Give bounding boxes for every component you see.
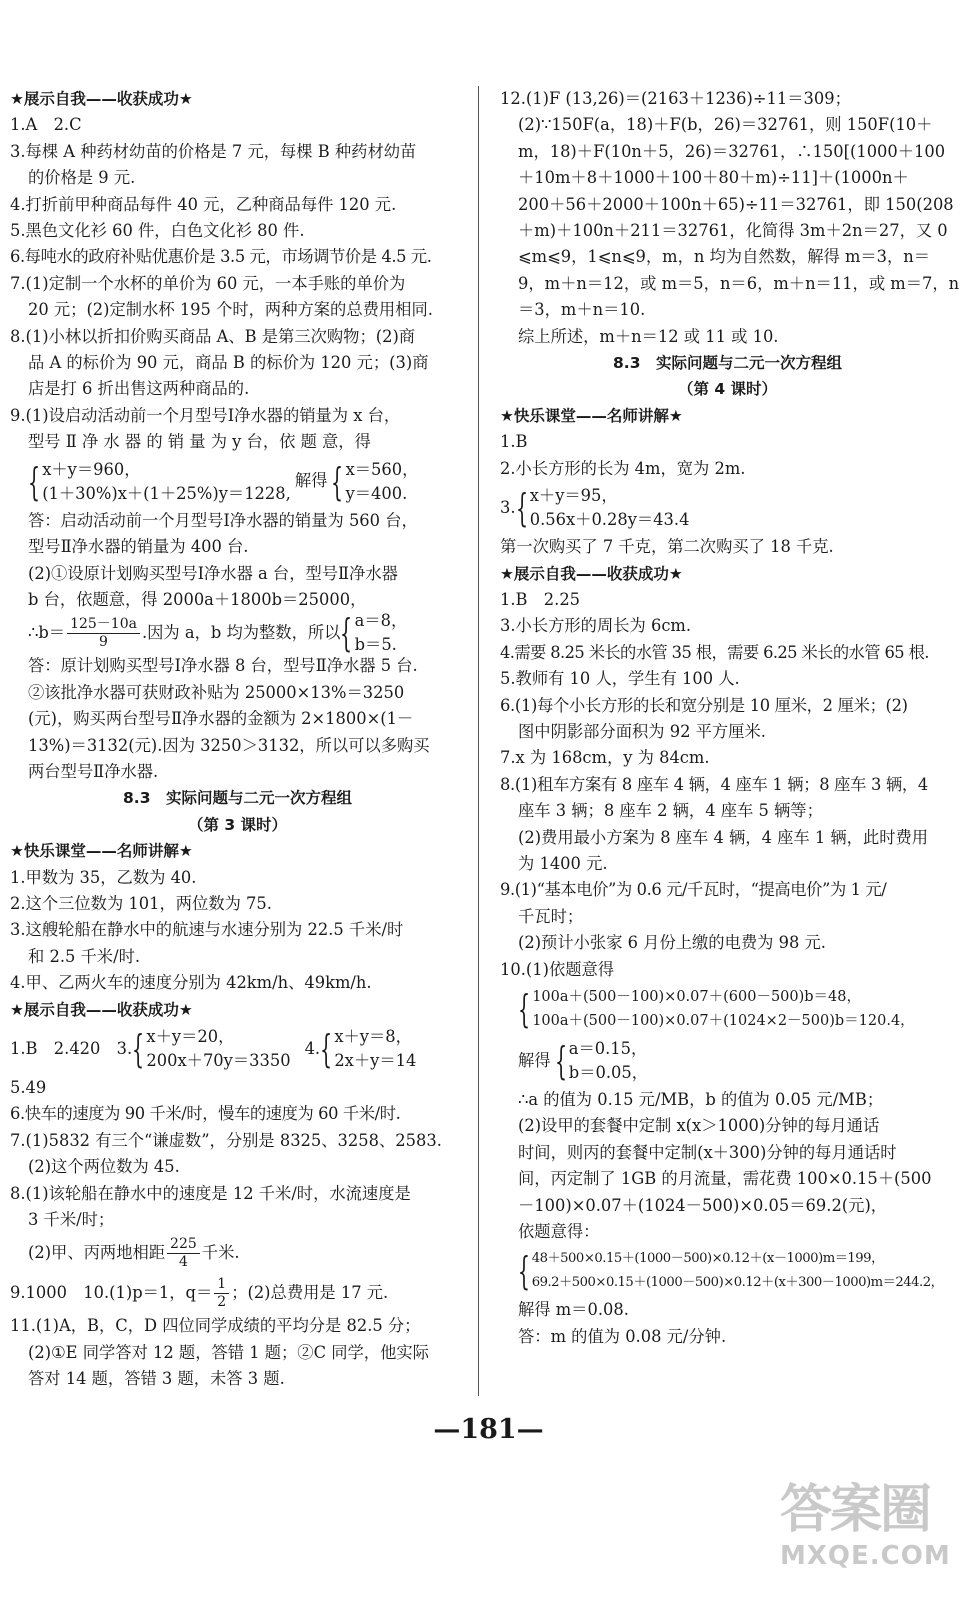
- answer-line: 两台型号Ⅱ净水器.: [28, 761, 159, 781]
- equation-row: 100a＋(500－100)×0.07＋(1024×2－500)b＝120.4，: [532, 1013, 915, 1029]
- answer-line: 解得 m＝0.08.: [518, 1300, 629, 1320]
- solution-row: a＝8，: [354, 611, 408, 631]
- answer-line: 8.(1)租车方案有 8 座车 4 辆，4 座车 1 辆；8 座车 3 辆，4: [500, 774, 928, 794]
- equation-row: 0.56x＋0.28y＝43.4: [529, 510, 690, 530]
- answer-line: (2)∵150F(a，18)＋F(b，26)＝32761，则 150F(10＋: [518, 115, 933, 135]
- watermark-logo: [780, 1478, 960, 1588]
- solution-system: { x＝560， y＝400.: [331, 459, 419, 504]
- answer-line: 13%)＝3132(元).因为 3250＞3132，所以可以多购买: [28, 735, 430, 755]
- solve-label: 解得: [518, 1050, 551, 1070]
- answer-line: 综上所述，m＋n＝12 或 11 或 10.: [518, 326, 779, 346]
- answer-line: 答：m 的值为 0.08 元/分钟.: [518, 1326, 727, 1346]
- equation-system: { x＋y＝20， 200x＋70y＝3350: [132, 1027, 291, 1071]
- answer-line: 9.(1)“基本电价”为 0.6 元/千瓦时，“提高电价”为 1 元/: [500, 880, 887, 900]
- solution-system: { a＝0.15， b＝0.05，: [554, 1039, 649, 1083]
- answer-line: 时间，则丙的套餐中定制(x＋300)分钟的每月通话时: [518, 1142, 897, 1162]
- answer-line: 3.每棵 A 种药材幼苗的价格是 7 元，每棵 B 种药材幼苗: [10, 141, 417, 161]
- answer-line: 7.(1)定制一个水杯的单价为 60 元，一本手账的单价为: [10, 273, 406, 293]
- solution-system: { a＝8， b＝5.: [340, 611, 408, 656]
- text: 3.: [500, 497, 516, 517]
- answer-line: (2)①E 同学答对 12 题，答错 1 题；②C 同学，他实际: [28, 1342, 429, 1362]
- answer-line: 3 千米/时；: [28, 1210, 115, 1230]
- numerator: 1: [214, 1276, 229, 1294]
- answer-line: 依题意得：: [518, 1222, 600, 1242]
- answer-line: 3.小长方形的周长为 6cm.: [500, 616, 692, 636]
- answer-line: 12.(1)F (13,26)＝(2163＋1236)÷11＝309；: [500, 89, 851, 108]
- answer-line: ＋10m＋8＋1000＋100＋80＋m)÷11]＋(1000n＋: [518, 168, 909, 188]
- solve-label: 解得: [294, 471, 328, 491]
- answer-line: 座车 3 辆；8 座车 2 辆，4 座车 5 辆等；: [518, 801, 823, 821]
- fraction-line: [10, 1233, 465, 1273]
- text: .因为 a，b 均为整数，所以: [141, 623, 341, 643]
- section-heading: ★展示自我——收获成功★: [500, 564, 683, 583]
- answer-line: 3.这艘轮船在静水中的航速与水速分别为 22.5 千米/时: [10, 920, 404, 940]
- equation-system-block: [500, 482, 955, 534]
- answer-line: 第一次购买了 7 千克，第二次购买了 18 千克.: [500, 537, 834, 557]
- solution-row: b＝5.: [354, 635, 397, 655]
- answer-line: 1.B: [500, 432, 528, 452]
- denominator: 9: [99, 633, 108, 650]
- answer-line: 型号 Ⅱ 净 水 器 的 销 量 为 y 台，依 题 意，得: [28, 432, 371, 452]
- answer-line: 店是打 6 折出售这两种商品的.: [28, 379, 250, 399]
- answer-line: 1.B 2.25: [500, 589, 581, 609]
- answer-line: 7.x 为 168cm，y 为 84cm.: [500, 748, 710, 768]
- numerator: 125－10a: [67, 616, 140, 634]
- numerator: 225: [167, 1236, 200, 1254]
- answer-line: ＝3，m＋n＝10.: [518, 300, 646, 320]
- answer-line: 9，m＋n＝12，或 m＝5，n＝6，m＋n＝11，或 m＝7，n: [518, 273, 960, 293]
- text: 1.B 2.420 3.: [10, 1038, 133, 1058]
- equation-row: x＋y＝20，: [146, 1027, 235, 1046]
- right-column: [500, 86, 960, 1350]
- equation-row: (1＋30%)x＋(1＋25%)y＝1228,: [42, 483, 291, 503]
- answer-line: ∴a 的值为 0.15 元/MB，b 的值为 0.05 元/MB；: [518, 1090, 884, 1109]
- answer-line: 千瓦时；: [518, 906, 584, 926]
- section-heading: ★快乐课堂——名师讲解★: [500, 406, 683, 425]
- answer-line: 9.(1)设启动活动前一个月型号Ⅰ净水器的销量为 x 台，: [10, 405, 401, 425]
- answer-line: 6.(1)每个小长方形的长和宽分别是 10 厘米，2 厘米；(2): [500, 695, 908, 715]
- answer-line: 5.教师有 10 人，学生有 100 人.: [500, 669, 740, 689]
- equation-system-block: [10, 1023, 465, 1075]
- answer-line: 11.(1)A，B，C，D 四位同学成绩的平均分是 82.5 分；: [10, 1316, 421, 1336]
- equation-row: 48＋500×0.15＋(1000－500)×0.12＋(x－1000)m＝199，: [531, 1251, 884, 1267]
- answer-line: m，18)＋F(10n＋5，26)＝32761，∴150[(1000＋100: [518, 141, 946, 161]
- lesson-subtitle: （第 4 课时）: [677, 380, 778, 399]
- equation-row: 69.2＋500×0.15＋(1000－500)×0.12＋(x＋300－1000)m＝244.2，: [531, 1275, 944, 1291]
- solution-row: x＝560，: [345, 459, 419, 479]
- equation-system: { x＋y＝95， 0.56x＋0.28y＝43.4: [515, 486, 690, 531]
- equation-row: x＋y＝8，: [334, 1027, 412, 1046]
- answer-line: 的价格是 9 元.: [28, 168, 136, 188]
- answer-line: 8.(1)该轮船在静水中的速度是 12 千米/时，水流速度是: [10, 1183, 411, 1203]
- answer-line: 4.需要 8.25 米长的水管 35 根，需要 6.25 米长的水管 65 根.: [500, 642, 929, 662]
- equation-system-block: [10, 456, 465, 508]
- equation-system-block: [500, 1245, 955, 1297]
- denominator: 2: [217, 1293, 227, 1310]
- section-title: 8.3 实际问题与二元一次方程组: [123, 789, 352, 808]
- column-divider: [478, 86, 479, 1396]
- text: 4.: [304, 1038, 321, 1058]
- fraction: [214, 1276, 229, 1311]
- fraction-line: [10, 611, 465, 656]
- answer-line: 20 元；(2)定制水杯 195 个时，两种方案的总费用相同.: [28, 300, 433, 320]
- answer-line: (元)，购买两台型号Ⅱ净水器的金额为 2×1800×(1－: [28, 709, 414, 729]
- watermark-url: MXQE.COM: [780, 1541, 951, 1571]
- fraction: [167, 1236, 200, 1271]
- answer-line: 间，丙定制了 1GB 的月流量，需花费 100×0.15＋(500: [518, 1169, 932, 1189]
- answer-line: ＋m)＋100n＋211＝32761，化简得 3m＋2n＝27，又 0: [518, 221, 948, 241]
- answer-line: ②该批净水器可获财政补贴为 25000×13%＝3250: [28, 682, 405, 702]
- answer-line: 图中阴影部分面积为 92 平方厘米.: [518, 721, 766, 741]
- lesson-subtitle: （第 3 课时）: [187, 815, 288, 834]
- equation-row: 100a＋(500－100)×0.07＋(600－500)b＝48，: [532, 989, 862, 1005]
- solution-row: b＝0.05，: [568, 1063, 649, 1082]
- answer-line: 型号Ⅱ净水器的销量为 400 台.: [28, 537, 249, 557]
- fraction-line: [10, 1273, 465, 1313]
- text: ∴b＝: [28, 623, 66, 643]
- equation-system-block: [500, 983, 955, 1035]
- equation-row: 2x＋y＝14: [334, 1051, 417, 1070]
- page-number: —181—: [433, 1414, 544, 1445]
- solution-row: a＝0.15，: [568, 1039, 648, 1058]
- answer-line: 2.小长方形的长为 4m，宽为 2m.: [500, 458, 746, 478]
- answer-line: 10.(1)依题意得: [500, 959, 615, 979]
- answer-line: (2)这个两位数为 45.: [28, 1157, 180, 1177]
- fraction: [67, 616, 140, 651]
- left-column: [10, 86, 465, 1393]
- answer-line: (2)设甲的套餐中定制 x(x＞1000)分钟的每月通话: [518, 1116, 880, 1136]
- equation-system: { 100a＋(500－100)×0.07＋(600－500)b＝48， 100a＋(500－100)×0.07＋(1024×2－500)b＝120.4，: [518, 987, 915, 1031]
- text: 9.1000 10.(1)p＝1，q＝: [10, 1283, 213, 1303]
- text: 千米.: [201, 1243, 240, 1263]
- solution-block: [500, 1035, 955, 1087]
- answer-line: 答：原计划购买型号Ⅰ净水器 8 台，型号Ⅱ净水器 5 台.: [28, 656, 418, 676]
- text: (2)甲、丙两地相距: [28, 1243, 166, 1263]
- answer-line: 200＋56＋2000＋100n＋65)÷11＝32761，即 150(208: [518, 194, 954, 214]
- answer-line: 5.49: [10, 1078, 47, 1097]
- answer-line: 6.每吨水的政府补贴优惠价是 3.5 元，市场调节价是 4.5 元.: [10, 247, 432, 267]
- answer-line: 答：启动活动前一个月型号Ⅰ净水器的销量为 560 台，: [28, 510, 418, 530]
- equation-row: 200x＋70y＝3350: [146, 1051, 291, 1070]
- section-heading: ★展示自我——收获成功★: [10, 1000, 193, 1019]
- denominator: 4: [178, 1253, 188, 1270]
- solution-row: y＝400.: [345, 483, 408, 503]
- answer-line: 2.这个三位数为 101，两位数为 75.: [10, 893, 272, 913]
- answer-line: －100)×0.07＋(1024－500)×0.05＝69.2(元)，: [518, 1195, 888, 1215]
- answer-line: 1.A 2.C: [10, 115, 82, 135]
- answer-line: 1.甲数为 35，乙数为 40.: [10, 867, 197, 887]
- equation-system: { x＋y＝8， 2x＋y＝14: [320, 1027, 417, 1071]
- equation-system: { x＋y＝960， (1＋30%)x＋(1＋25%)y＝1228,: [28, 459, 291, 504]
- section-heading: ★快乐课堂——名师讲解★: [10, 842, 193, 861]
- watermark-text: 答案圈: [780, 1480, 931, 1540]
- text: ；(2)总费用是 17 元.: [231, 1283, 389, 1303]
- answer-line: 为 1400 元.: [518, 853, 608, 873]
- equation-row: x＋y＝95，: [529, 486, 618, 506]
- answer-line: 4.打折前甲种商品每件 40 元，乙种商品每件 120 元.: [10, 194, 397, 214]
- answer-line: (2)预计小张家 6 月份上缴的电费为 98 元.: [518, 933, 826, 953]
- answer-line: 答对 14 题，答错 3 题，未答 3 题.: [28, 1369, 285, 1389]
- answer-line: (2)①设原计划购买型号Ⅰ净水器 a 台，型号Ⅱ净水器: [28, 563, 398, 583]
- answer-line: 品 A 的标价为 90 元，商品 B 的标价为 120 元；(3)商: [28, 353, 429, 373]
- section-heading: ★展示自我——收获成功★: [10, 90, 193, 108]
- section-title: 8.3 实际问题与二元一次方程组: [613, 354, 842, 373]
- answer-line: 5.黑色文化衫 60 件，白色文化衫 80 件.: [10, 221, 305, 241]
- equation-row: x＋y＝960，: [42, 459, 141, 479]
- answer-line: 4.甲、乙两火车的速度分别为 42km/h、49km/h.: [10, 973, 372, 993]
- answer-line: 8.(1)小林以折扣价购买商品 A、B 是第三次购物；(2)商: [10, 326, 416, 346]
- answer-line: (2)费用最小方案为 8 座车 4 辆，4 座车 1 辆，此时费用: [518, 827, 929, 847]
- equation-system: { 48＋500×0.15＋(1000－500)×0.12＋(x－1000)m＝199， 69.2＋500×0.15＋(1000－500)×0.12＋(x＋300－1000)m＝244.2，: [517, 1249, 944, 1294]
- answer-line: 7.(1)5832 有三个“谦虚数”，分别是 8325、3258、2583.: [10, 1130, 442, 1150]
- answer-line: b 台，依题意，得 2000a＋1800b＝25000，: [28, 589, 367, 609]
- answer-line: 和 2.5 千米/时.: [28, 946, 141, 966]
- answer-line: ⩽m⩽9，1⩽n⩽9，m，n 均为自然数，解得 m＝3，n＝: [518, 247, 931, 267]
- answer-line: 6.快车的速度为 90 千米/时，慢车的速度为 60 千米/时.: [10, 1104, 401, 1124]
